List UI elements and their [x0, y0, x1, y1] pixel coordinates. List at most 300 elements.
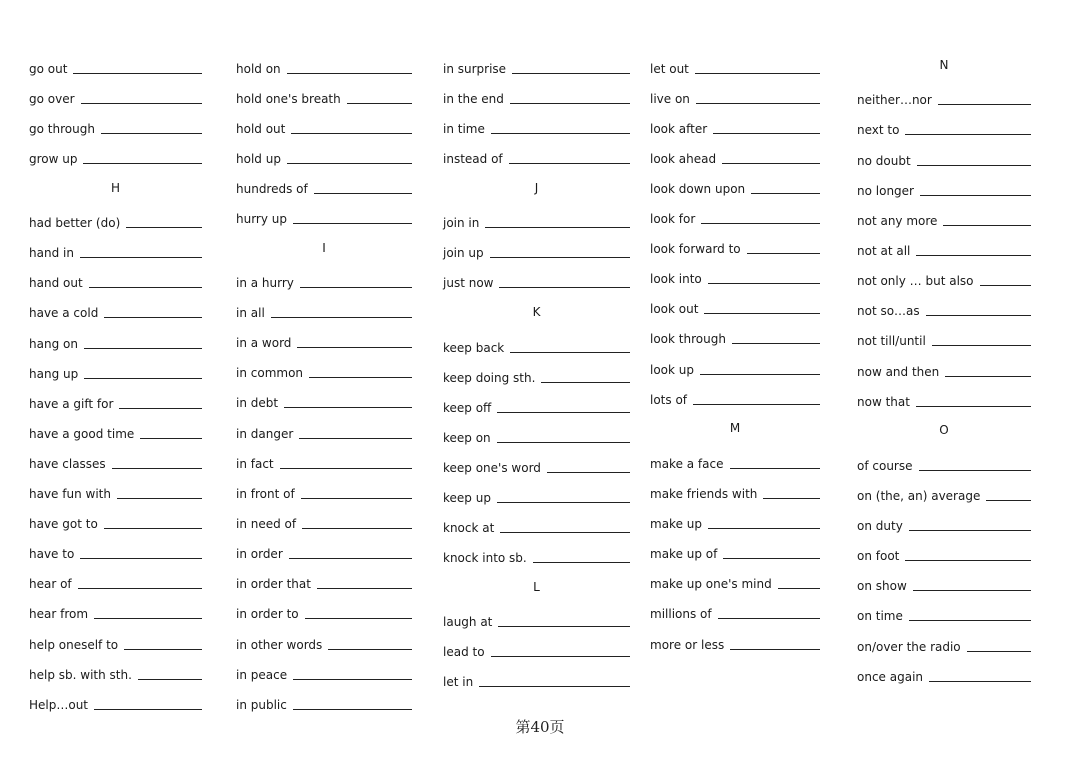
phrase-row [857, 515, 1031, 533]
phrase-text: keep back [443, 341, 505, 355]
phrase-text: live on [650, 92, 690, 106]
phrase-row [857, 210, 1031, 228]
phrase-row [650, 58, 820, 76]
answer-blank-line[interactable] [491, 132, 630, 134]
phrase-text: go through [29, 122, 95, 136]
phrase-column-1 [29, 0, 202, 763]
phrase-text: next to [857, 123, 900, 137]
phrase-text: make friends with [650, 487, 758, 501]
phrase-row [236, 118, 412, 136]
phrase-row [443, 337, 630, 355]
phrase-text: look forward to [650, 242, 741, 256]
phrase-text: join up [443, 246, 484, 260]
phrase-row [443, 487, 630, 505]
phrase-row [29, 453, 202, 471]
phrase-row [443, 457, 630, 475]
section-letter-heading: H [110, 181, 121, 195]
phrase-row [443, 272, 630, 290]
phrase-text: just now [443, 276, 494, 290]
answer-blank-line[interactable] [138, 678, 202, 680]
phrase-text: help sb. with sth. [29, 668, 132, 682]
phrase-row [857, 485, 1031, 503]
phrase-text: look after [650, 122, 708, 136]
answer-blank-line[interactable] [305, 617, 412, 619]
answer-blank-line[interactable] [763, 497, 820, 499]
answer-blank-line[interactable] [297, 346, 412, 348]
phrase-text: have a good time [29, 427, 135, 441]
phrase-row [29, 543, 202, 561]
phrase-row [443, 517, 630, 535]
phrase-row [443, 148, 630, 166]
section-letter-heading: L [533, 580, 540, 594]
phrase-text: make up of [650, 547, 718, 561]
phrase-row [650, 238, 820, 256]
phrase-text: in other words [236, 638, 323, 652]
phrase-text: keep up [443, 491, 491, 505]
phrase-row [857, 605, 1031, 623]
phrase-row [29, 272, 202, 290]
answer-blank-line[interactable] [89, 286, 202, 288]
answer-blank-line[interactable] [704, 312, 820, 314]
phrase-row [857, 545, 1031, 563]
answer-blank-line[interactable] [119, 407, 202, 409]
phrase-row [650, 359, 820, 377]
answer-blank-line[interactable] [905, 559, 1031, 561]
answer-blank-line[interactable] [723, 557, 820, 559]
answer-blank-line[interactable] [291, 132, 412, 134]
answer-blank-line[interactable] [293, 222, 412, 224]
phrase-row [29, 58, 202, 76]
section-letter-heading: J [534, 181, 539, 195]
answer-blank-line[interactable] [700, 373, 820, 375]
phrase-text: not till/until [857, 334, 926, 348]
answer-blank-line[interactable] [919, 469, 1032, 471]
phrase-text: in the end [443, 92, 504, 106]
phrase-row [857, 391, 1031, 409]
phrase-text: in order [236, 547, 283, 561]
phrase-text: now and then [857, 365, 940, 379]
phrase-text: hundreds of [236, 182, 308, 196]
phrase-row [857, 575, 1031, 593]
phrase-text: in peace [236, 668, 288, 682]
phrase-row [29, 242, 202, 260]
phrase-row [650, 148, 820, 166]
phrase-text: look into [650, 272, 702, 286]
phrase-text: had better (do) [29, 216, 121, 230]
phrase-text: grow up [29, 152, 78, 166]
phrase-row [443, 547, 630, 565]
phrase-row [29, 513, 202, 531]
phrase-text: in fact [236, 457, 274, 471]
answer-blank-line[interactable] [547, 471, 630, 473]
phrase-row [29, 634, 202, 652]
answer-blank-line[interactable] [929, 680, 1031, 682]
phrase-row [857, 180, 1031, 198]
answer-blank-line[interactable] [94, 617, 202, 619]
answer-blank-line[interactable] [932, 344, 1031, 346]
phrase-row [650, 513, 820, 531]
phrase-text: keep on [443, 431, 491, 445]
answer-blank-line[interactable] [497, 501, 630, 503]
answer-blank-line[interactable] [101, 132, 202, 134]
section-letter-heading: K [532, 305, 541, 319]
phrase-row [236, 664, 412, 682]
answer-blank-line[interactable] [499, 286, 630, 288]
phrase-row [29, 333, 202, 351]
answer-blank-line[interactable] [905, 133, 1031, 135]
phrase-text: lots of [650, 393, 688, 407]
phrase-text: knock into sb. [443, 551, 527, 565]
phrase-text: not only … but also [857, 274, 974, 288]
answer-blank-line[interactable] [73, 72, 202, 74]
phrase-row [29, 664, 202, 682]
answer-blank-line[interactable] [509, 162, 630, 164]
answer-blank-line[interactable] [916, 254, 1031, 256]
answer-blank-line[interactable] [938, 103, 1031, 105]
phrase-text: hang up [29, 367, 79, 381]
phrase-row [443, 367, 630, 385]
phrase-row [443, 427, 630, 445]
answer-blank-line[interactable] [78, 587, 202, 589]
phrase-row [29, 148, 202, 166]
phrase-text: in front of [236, 487, 295, 501]
phrase-row [857, 240, 1031, 258]
answer-blank-line[interactable] [986, 499, 1031, 501]
answer-blank-line[interactable] [280, 467, 412, 469]
answer-blank-line[interactable] [94, 708, 202, 710]
answer-blank-line[interactable] [83, 162, 202, 164]
phrase-text: not so…as [857, 304, 920, 318]
phrase-row [236, 634, 412, 652]
phrase-row [857, 270, 1031, 288]
phrase-row [29, 363, 202, 381]
phrase-row [443, 242, 630, 260]
phrase-text: in public [236, 698, 287, 712]
answer-blank-line[interactable] [302, 527, 412, 529]
phrase-text: on show [857, 579, 907, 593]
phrase-text: hand in [29, 246, 74, 260]
answer-blank-line[interactable] [479, 685, 630, 687]
answer-blank-line[interactable] [271, 316, 412, 318]
answer-blank-line[interactable] [695, 72, 820, 74]
phrase-row [857, 89, 1031, 107]
answer-blank-line[interactable] [485, 226, 630, 228]
phrase-text: not any more [857, 214, 938, 228]
answer-blank-line[interactable] [730, 648, 820, 650]
phrase-row [650, 268, 820, 286]
phrase-text: go over [29, 92, 75, 106]
answer-blank-line[interactable] [347, 102, 412, 104]
phrase-text: make up one's mind [650, 577, 772, 591]
phrase-text: on (the, an) average [857, 489, 981, 503]
answer-blank-line[interactable] [300, 286, 412, 288]
phrase-text: neither…nor [857, 93, 932, 107]
answer-blank-line[interactable] [701, 222, 820, 224]
phrase-text: in a word [236, 336, 292, 350]
phrase-text: laugh at [443, 615, 493, 629]
answer-blank-line[interactable] [491, 655, 630, 657]
phrase-text: look up [650, 363, 695, 377]
answer-blank-line[interactable] [909, 529, 1031, 531]
phrase-row [236, 423, 412, 441]
phrase-text: let out [650, 62, 689, 76]
phrase-column-3 [443, 0, 630, 763]
answer-blank-line[interactable] [117, 497, 202, 499]
phrase-row [650, 328, 820, 346]
answer-blank-line[interactable] [916, 405, 1031, 407]
phrase-row [857, 636, 1031, 654]
phrase-row [236, 58, 412, 76]
answer-blank-line[interactable] [510, 102, 630, 104]
phrase-text: in debt [236, 396, 279, 410]
answer-blank-line[interactable] [917, 164, 1031, 166]
phrase-text: let in [443, 675, 474, 689]
phrase-row [236, 178, 412, 196]
phrase-row [443, 397, 630, 415]
answer-blank-line[interactable] [299, 437, 412, 439]
phrase-row [650, 118, 820, 136]
phrase-text: in order to [236, 607, 299, 621]
phrase-row [236, 543, 412, 561]
phrase-text: knock at [443, 521, 495, 535]
phrase-text: in order that [236, 577, 311, 591]
phrase-row [650, 88, 820, 106]
phrase-column-5 [857, 0, 1031, 763]
phrase-row [29, 483, 202, 501]
section-letter-heading: M [729, 421, 741, 435]
phrase-row [29, 423, 202, 441]
answer-blank-line[interactable] [980, 284, 1031, 286]
answer-blank-line[interactable] [500, 531, 630, 533]
phrase-row [443, 58, 630, 76]
answer-blank-line[interactable] [913, 589, 1031, 591]
phrase-text: in a hurry [236, 276, 294, 290]
phrase-row [29, 393, 202, 411]
answer-blank-line[interactable] [926, 314, 1031, 316]
phrase-text: join in [443, 216, 480, 230]
answer-blank-line[interactable] [945, 375, 1031, 377]
phrase-text: in all [236, 306, 265, 320]
phrase-row [650, 603, 820, 621]
answer-blank-line[interactable] [909, 619, 1031, 621]
phrase-row [236, 302, 412, 320]
phrase-row [29, 573, 202, 591]
phrase-row [236, 208, 412, 226]
phrase-text: have a gift for [29, 397, 114, 411]
answer-blank-line[interactable] [713, 132, 820, 134]
answer-blank-line[interactable] [718, 617, 820, 619]
answer-blank-line[interactable] [81, 102, 202, 104]
answer-blank-line[interactable] [287, 162, 412, 164]
answer-blank-line[interactable] [314, 192, 412, 194]
phrase-text: on/over the radio [857, 640, 961, 654]
phrase-row [650, 634, 820, 652]
phrase-row [857, 150, 1031, 168]
phrase-row [650, 543, 820, 561]
answer-blank-line[interactable] [943, 224, 1031, 226]
phrase-row [650, 389, 820, 407]
phrase-text: look through [650, 332, 726, 346]
phrase-row [236, 573, 412, 591]
phrase-text: hear of [29, 577, 72, 591]
phrase-row [236, 332, 412, 350]
phrase-text: in common [236, 366, 304, 380]
answer-blank-line[interactable] [309, 376, 412, 378]
phrase-row [857, 361, 1031, 379]
phrase-row [650, 453, 820, 471]
phrase-text: millions of [650, 607, 712, 621]
phrase-row [29, 302, 202, 320]
answer-blank-line[interactable] [293, 708, 412, 710]
phrase-text: in need of [236, 517, 297, 531]
answer-blank-line[interactable] [778, 587, 820, 589]
phrase-text: look down upon [650, 182, 746, 196]
answer-blank-line[interactable] [708, 527, 820, 529]
phrase-row [29, 603, 202, 621]
phrase-text: look out [650, 302, 699, 316]
answer-blank-line[interactable] [140, 437, 202, 439]
phrase-row [29, 118, 202, 136]
answer-blank-line[interactable] [541, 381, 630, 383]
phrase-text: hang on [29, 337, 78, 351]
phrase-text: instead of [443, 152, 503, 166]
answer-blank-line[interactable] [708, 282, 820, 284]
phrase-text: have fun with [29, 487, 111, 501]
answer-blank-line[interactable] [722, 162, 820, 164]
answer-blank-line[interactable] [920, 194, 1031, 196]
answer-blank-line[interactable] [497, 441, 630, 443]
answer-blank-line[interactable] [80, 256, 202, 258]
answer-blank-line[interactable] [730, 467, 821, 469]
phrase-text: no doubt [857, 154, 911, 168]
phrase-text: hear from [29, 607, 89, 621]
phrase-text: have got to [29, 517, 98, 531]
answer-blank-line[interactable] [284, 406, 412, 408]
phrase-text: go out [29, 62, 68, 76]
answer-blank-line[interactable] [328, 648, 412, 650]
phrase-row [443, 88, 630, 106]
phrase-text: Help…out [29, 698, 89, 712]
phrase-row [443, 118, 630, 136]
phrase-text: in surprise [443, 62, 507, 76]
answer-blank-line[interactable] [289, 557, 412, 559]
answer-blank-line[interactable] [967, 650, 1031, 652]
phrase-row [857, 330, 1031, 348]
phrase-row [443, 212, 630, 230]
phrase-text: look ahead [650, 152, 717, 166]
answer-blank-line[interactable] [126, 226, 202, 228]
phrase-text: look for [650, 212, 696, 226]
answer-blank-line[interactable] [693, 403, 820, 405]
answer-blank-line[interactable] [104, 527, 202, 529]
phrase-row [443, 671, 630, 689]
phrase-row [236, 88, 412, 106]
answer-blank-line[interactable] [696, 102, 820, 104]
phrase-row [650, 483, 820, 501]
phrase-row [650, 178, 820, 196]
phrase-row [29, 88, 202, 106]
phrase-row [443, 611, 630, 629]
phrase-text: not at all [857, 244, 911, 258]
phrase-text: keep off [443, 401, 492, 415]
phrase-text: in danger [236, 427, 294, 441]
answer-blank-line[interactable] [497, 411, 630, 413]
section-letter-heading: I [322, 241, 326, 255]
phrase-text: keep one's word [443, 461, 541, 475]
phrase-row [857, 666, 1031, 684]
answer-blank-line[interactable] [533, 561, 630, 563]
phrase-row [29, 694, 202, 712]
phrase-column-2 [236, 0, 412, 763]
phrase-text: make up [650, 517, 702, 531]
phrase-text: more or less [650, 638, 725, 652]
phrase-row [236, 603, 412, 621]
phrase-text: on duty [857, 519, 903, 533]
answer-blank-line[interactable] [104, 316, 202, 318]
phrase-text: lead to [443, 645, 485, 659]
phrase-column-4 [650, 0, 820, 763]
phrase-text: hold up [236, 152, 281, 166]
answer-blank-line[interactable] [124, 648, 202, 650]
phrase-row [236, 362, 412, 380]
answer-blank-line[interactable] [490, 256, 630, 258]
answer-blank-line[interactable] [84, 377, 202, 379]
section-letter-heading: O [939, 423, 949, 437]
phrase-text: hold one's breath [236, 92, 341, 106]
phrase-text: once again [857, 670, 924, 684]
page-number: 第40页 [515, 718, 565, 736]
answer-blank-line[interactable] [498, 625, 630, 627]
phrase-text: no longer [857, 184, 914, 198]
phrase-row [857, 455, 1031, 473]
phrase-row [236, 392, 412, 410]
phrase-row [443, 641, 630, 659]
phrase-text: have a cold [29, 306, 99, 320]
phrase-row [857, 119, 1031, 137]
phrase-text: have to [29, 547, 75, 561]
answer-blank-line[interactable] [747, 252, 820, 254]
phrase-text: of course [857, 459, 913, 473]
answer-blank-line[interactable] [732, 342, 820, 344]
answer-blank-line[interactable] [287, 72, 412, 74]
phrase-text: make a face [650, 457, 724, 471]
answer-blank-line[interactable] [751, 192, 820, 194]
phrase-row [650, 298, 820, 316]
phrase-text: on time [857, 609, 903, 623]
phrase-text: keep doing sth. [443, 371, 536, 385]
answer-blank-line[interactable] [293, 678, 412, 680]
phrase-text: hold on [236, 62, 281, 76]
phrase-row [236, 513, 412, 531]
answer-blank-line[interactable] [317, 587, 412, 589]
phrase-text: hurry up [236, 212, 288, 226]
answer-blank-line[interactable] [84, 347, 202, 349]
phrase-text: hand out [29, 276, 83, 290]
phrase-row [650, 208, 820, 226]
answer-blank-line[interactable] [510, 351, 630, 353]
phrase-row [29, 212, 202, 230]
section-letter-heading: N [939, 58, 949, 72]
phrase-text: have classes [29, 457, 106, 471]
phrase-row [236, 148, 412, 166]
phrase-row [236, 483, 412, 501]
answer-blank-line[interactable] [512, 72, 630, 74]
answer-blank-line[interactable] [112, 467, 202, 469]
phrase-row [650, 573, 820, 591]
answer-blank-line[interactable] [80, 557, 202, 559]
answer-blank-line[interactable] [301, 497, 412, 499]
phrase-row [857, 300, 1031, 318]
